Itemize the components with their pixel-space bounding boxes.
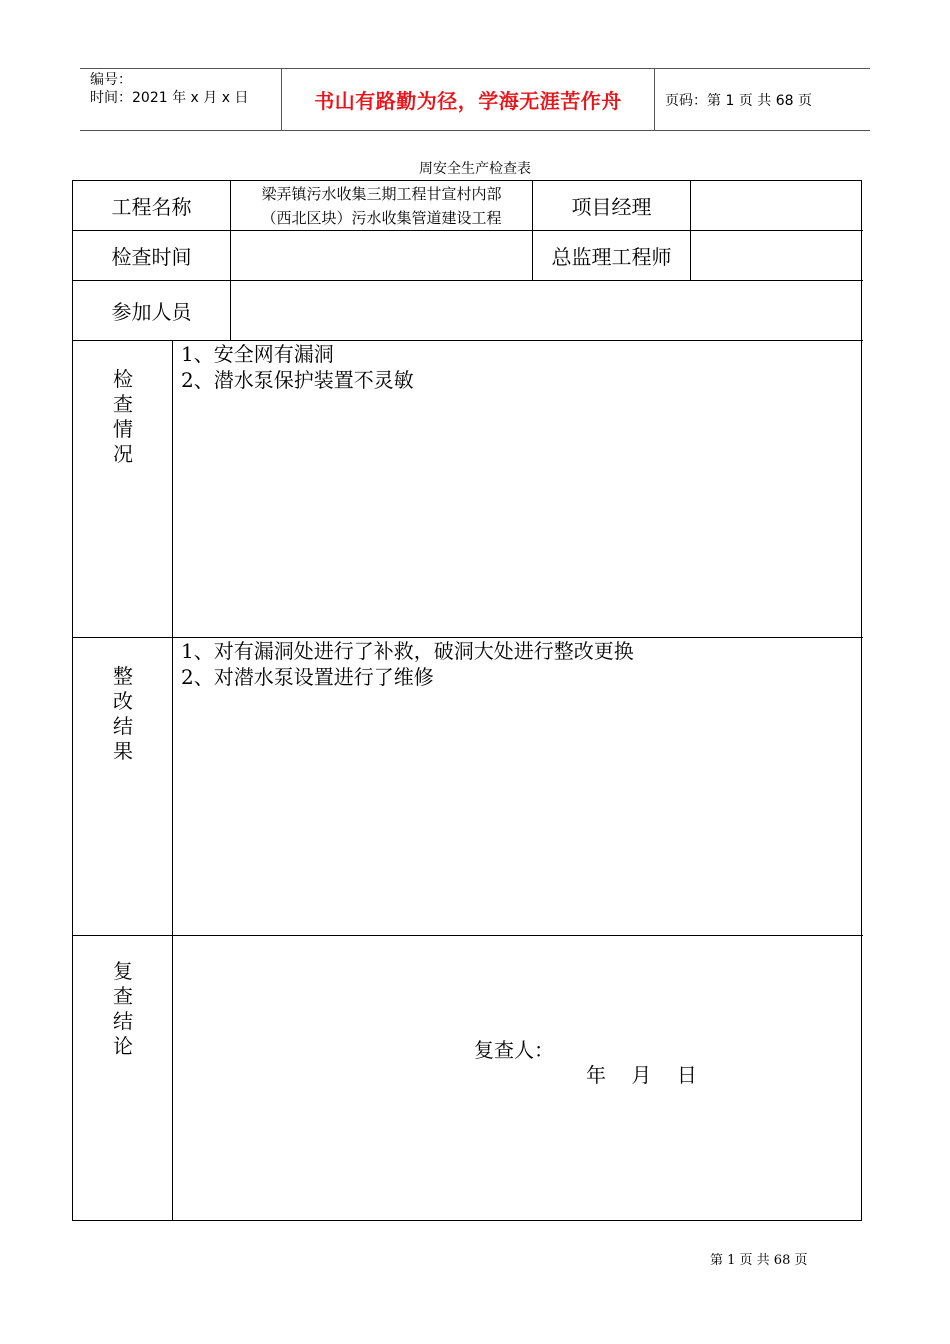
col-line	[172, 340, 173, 1220]
rectification-content	[181, 638, 634, 690]
date-label: 年 月 日	[586, 1063, 697, 1087]
inspection-content	[181, 341, 414, 393]
label-char: 情	[113, 417, 133, 441]
header-divider	[654, 69, 655, 130]
label-char: 况	[113, 442, 133, 466]
participants-value[interactable]	[231, 281, 861, 340]
project-name-line: 梁弄镇污水收集三期工程甘宣村内部	[261, 184, 502, 203]
project-manager-value[interactable]	[691, 181, 861, 230]
inspection-table	[72, 180, 862, 1221]
chief-supervisor-value[interactable]	[691, 231, 861, 280]
row-line	[73, 935, 863, 936]
rectification-item: 1、对有漏洞处进行了补救，破洞大处进行整改更换	[181, 639, 634, 663]
rectification-label	[73, 664, 173, 764]
check-time-value[interactable]	[231, 231, 532, 280]
label-char: 查	[113, 984, 133, 1008]
time-label: 时间：2021 年 x 月 x 日	[90, 90, 249, 106]
recheck-label	[73, 959, 173, 1059]
label-char: 结	[113, 1009, 133, 1033]
label-char: 论	[113, 1034, 133, 1058]
participants-label: 参加人员	[111, 300, 192, 324]
header-meta	[90, 71, 285, 107]
header-motto: 书山有路勤为径，学海无涯苦作舟	[314, 89, 622, 113]
inspection-item: 1、安全网有漏洞	[181, 342, 334, 366]
serial-label: 编号：	[90, 72, 132, 88]
check-time-label: 检查时间	[111, 245, 192, 269]
inspection-item: 2、潜水泵保护装置不灵敏	[181, 368, 414, 392]
page-header	[80, 68, 870, 131]
header-page-info: 页码：第 1 页 共 68 页	[665, 92, 812, 109]
inspection-label	[73, 367, 173, 467]
chief-supervisor-label: 总监理工程师	[551, 245, 672, 269]
label-char: 结	[113, 714, 133, 738]
project-name-label: 工程名称	[111, 195, 192, 219]
project-name-value	[231, 181, 532, 230]
label-char: 检	[113, 367, 133, 391]
label-char: 果	[113, 739, 133, 763]
rectification-item: 2、对潜水泵设置进行了维修	[181, 665, 434, 689]
project-name-line: （西北区块）污水收集管道建设工程	[261, 208, 502, 227]
page-footer: 第 1 页 共 68 页	[710, 1253, 808, 1268]
label-char: 整	[113, 664, 133, 688]
label-char: 复	[113, 959, 133, 983]
project-manager-label: 项目经理	[571, 195, 652, 219]
reviewer-label: 复查人：	[474, 1038, 554, 1062]
document-title: 周安全生产检查表	[419, 161, 531, 177]
label-char: 查	[113, 392, 133, 416]
label-char: 改	[113, 689, 133, 713]
